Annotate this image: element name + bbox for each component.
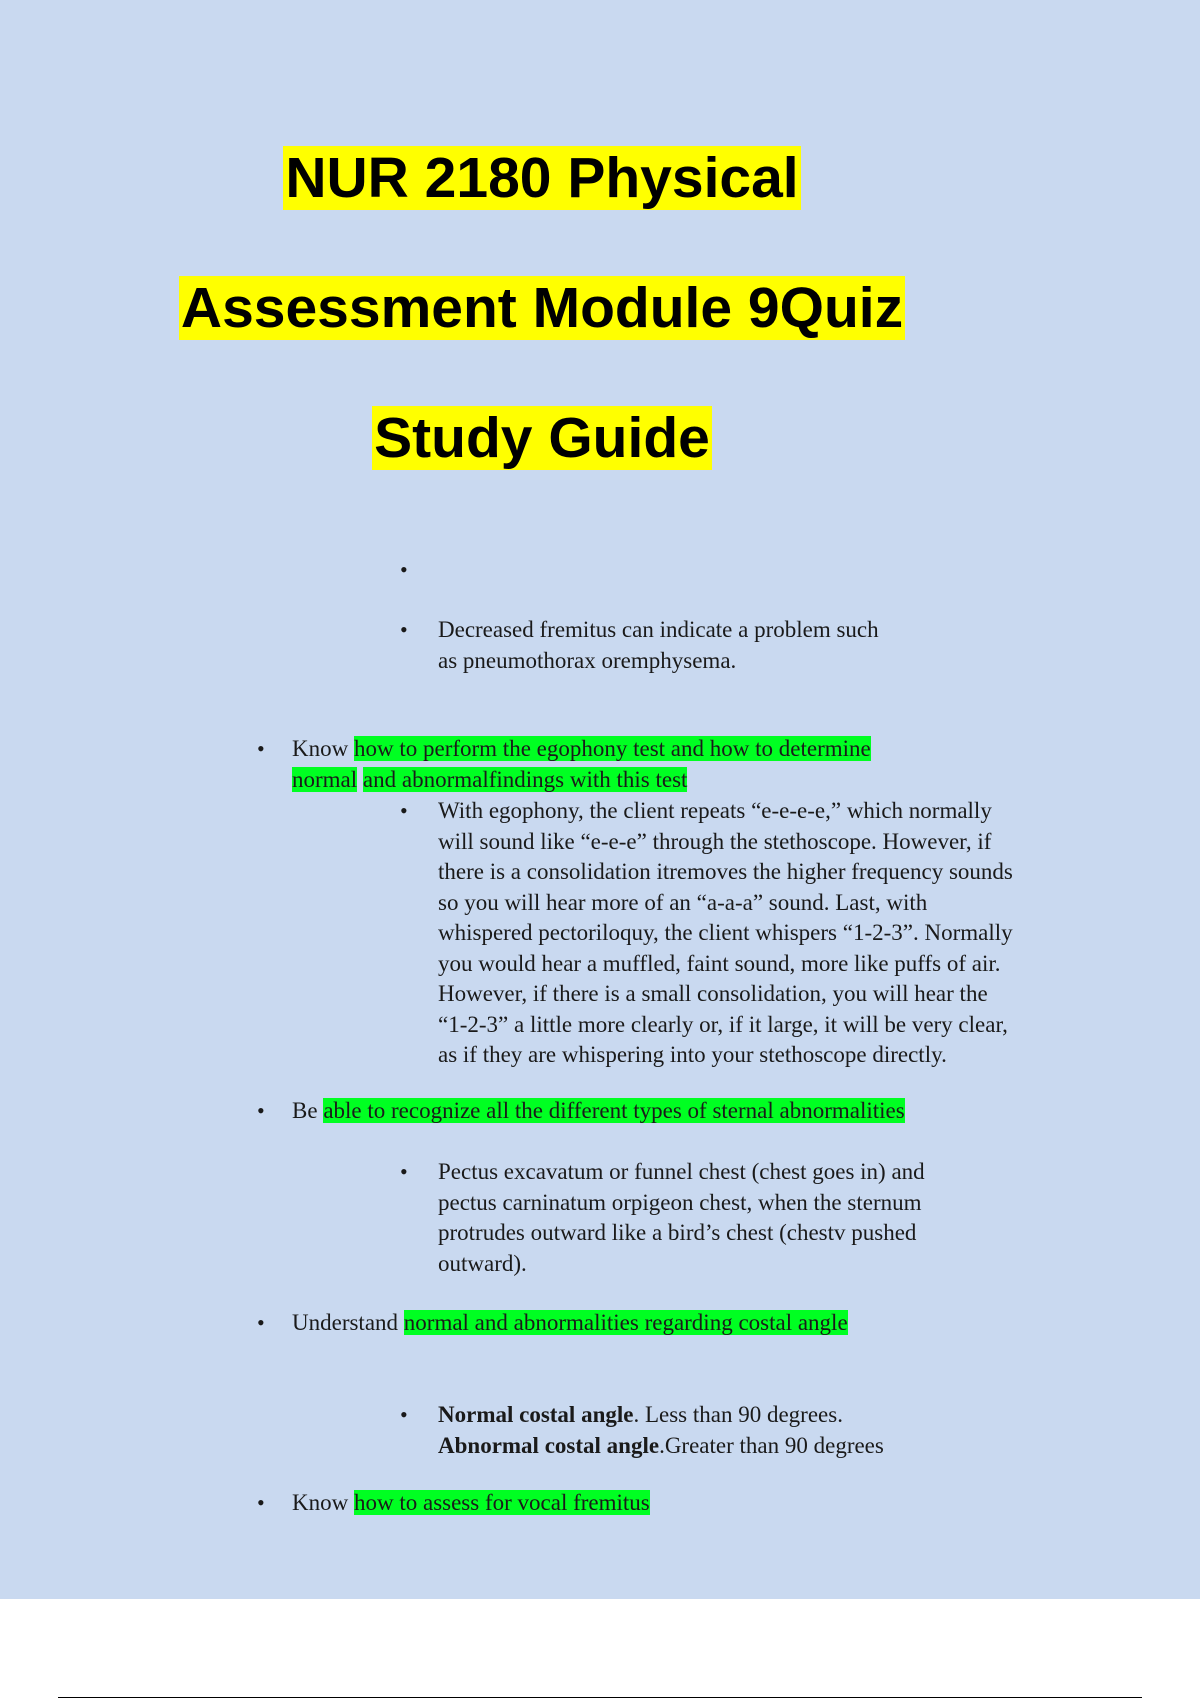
vocal-highlight: how to assess for vocal fremitus	[353, 1490, 650, 1515]
bullet-icon: •	[257, 1098, 265, 1123]
sternal-highlight: able to recognize all the different types of sternal abnormalities	[323, 1098, 905, 1123]
sternal-detail-line: pectus carninatum orpigeon chest, when the sternum	[438, 1189, 922, 1215]
egophony-highlight-3: and abnormalfindings with this test	[362, 766, 688, 792]
egophony-detail-line: With egophony, the client repeats “e-e-e-e,” which normally	[438, 798, 992, 823]
title-text-3: Study Guide	[374, 406, 710, 470]
costal-highlight: normal and abnormalities regarding costal angle	[403, 1310, 848, 1335]
costal-heading	[292, 1308, 848, 1339]
fremitus-note	[438, 615, 879, 676]
title-text-1: NUR 2180 Physical	[285, 146, 799, 210]
egophony-detail-line: as if they are whispering into your stethoscope directly.	[438, 1042, 947, 1067]
bullet-icon: •	[257, 1310, 265, 1335]
sternal-detail-line: protrudes outward like a bird’s chest (chestv pushed	[438, 1220, 917, 1245]
sternal-detail-line: outward).	[438, 1250, 527, 1276]
egophony-detail-line: you would hear a muffled, faint sound, more like puffs of air.	[438, 950, 1001, 976]
sternal-heading	[292, 1096, 905, 1127]
normal-costal-label: Normal costal angle	[438, 1402, 634, 1427]
title-line-1	[0, 145, 1084, 211]
egophony-detail-line: “1-2-3” a little more clearly or, if it large, it will be very clear,	[438, 1011, 1008, 1037]
egophony-detail-line: so you will hear more of an “a-a-a” sound. Last, with	[438, 889, 928, 915]
costal-detail	[438, 1400, 884, 1461]
sternal-detail-line: Pectus excavatum or funnel chest (chest goes in) and	[438, 1159, 925, 1184]
title-text-2: Assessment Module 9Quiz	[180, 276, 904, 340]
egophony-detail-line: whispered pectoriloquy, the client whispers “1-2-3”. Normally	[438, 920, 1013, 945]
bullet-icon: •	[400, 617, 408, 642]
egophony-detail	[438, 796, 1013, 1071]
sternal-prefix: Be	[292, 1098, 324, 1123]
bullet-icon: •	[257, 736, 265, 761]
sternal-detail	[438, 1157, 925, 1279]
bullet-icon: •	[400, 557, 408, 582]
abnormal-costal-label: Abnormal costal angle	[438, 1432, 660, 1458]
egophony-heading	[292, 734, 871, 795]
fremitus-note-line-2: as pneumothorax oremphysema.	[438, 647, 737, 673]
normal-costal-text: . Less than 90 degrees.	[633, 1402, 843, 1427]
title-line-3	[0, 405, 1084, 471]
bullet-icon: •	[400, 1159, 408, 1184]
egophony-highlight-1: how to perform the egophony test and how to determine	[353, 736, 871, 761]
egophony-detail-line: However, if there is a small consolidation, you will hear the	[438, 981, 988, 1006]
fremitus-note-line-1: Decreased fremitus can indicate a problem such	[438, 617, 879, 642]
vocal-prefix: Know	[292, 1490, 354, 1515]
egophony-prefix: Know	[292, 736, 354, 761]
vocal-heading	[292, 1488, 650, 1519]
bullet-icon: •	[400, 1402, 408, 1427]
title-line-2	[0, 275, 1084, 341]
egophony-highlight-2: normal	[292, 766, 358, 792]
bullet-icon: •	[400, 798, 408, 823]
abnormal-costal-text: .Greater than 90 degrees	[659, 1432, 884, 1458]
footer-rule	[58, 1697, 1142, 1698]
costal-prefix: Understand	[292, 1310, 404, 1335]
egophony-detail-line: will sound like “e-e-e” through the stethoscope. However, if	[438, 828, 992, 854]
egophony-detail-line: there is a consolidation itremoves the higher frequency sounds	[438, 859, 1013, 884]
bullet-icon: •	[257, 1490, 265, 1515]
